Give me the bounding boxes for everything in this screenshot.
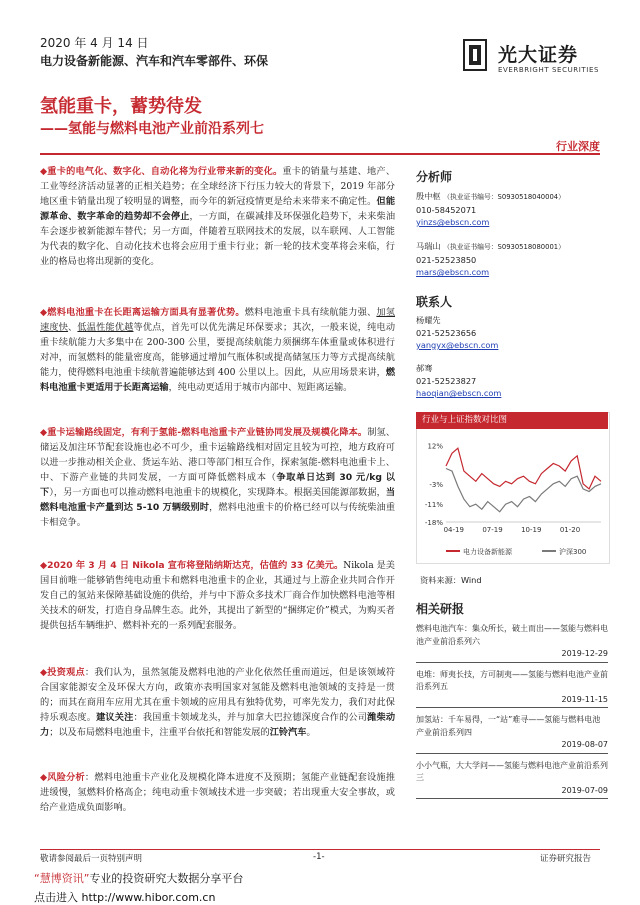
contact-name: 杨耀先 — [416, 315, 441, 325]
related-title: 燃料电池汽车：集众所长，破土而出——氢能与燃料电池产业前沿系列六 — [416, 624, 608, 646]
paragraph-fixed-routes — [40, 425, 395, 530]
chart-header: 行业与上证指数对比图 — [416, 412, 608, 429]
para-text: ，燃料电池重卡的价格已经可以与传统柴油重卡相竞争。 — [40, 502, 396, 528]
x-tick-label: 04-19 — [443, 526, 464, 534]
paragraph-investment-view — [40, 665, 395, 740]
para-text: ，纯电动更适用于城市内部中、短距离运输。 — [168, 382, 353, 393]
y-tick-label: -11% — [424, 501, 443, 510]
analyst-cert: （执业证书编号：S0930518080001） — [443, 243, 565, 251]
x-tick-label: 07-19 — [482, 526, 503, 534]
para-lead: 2020 年 3 月 4 日 Nikola 宣布将登陆纳斯达克，估值约 33 亿美元。 — [47, 560, 344, 571]
para-text: ；以及布局燃料电池重卡，注重平台依托和智能发展的 — [49, 727, 270, 738]
watermark-slogan: 专业的投资研究大数据分享平台 — [89, 872, 244, 885]
legend-label: 电力设备新能源 — [463, 548, 512, 556]
related-title: 加氢站：千车易得，一“站”难寻——氢能与燃料电池产业前沿系列四 — [416, 715, 601, 737]
bullet-icon: ◆ — [40, 427, 48, 438]
para-emphasis: 建议关注 — [96, 712, 134, 723]
report-title: 氢能重卡，蓄势待发 — [40, 96, 202, 117]
para-text: 燃料电池重卡具有续航能力强 — [244, 307, 368, 318]
analyst-email-link[interactable]: yinzs@ebscn.com — [416, 217, 490, 227]
comparison-chart — [416, 430, 608, 570]
legend-label: 沪深300 — [559, 548, 587, 556]
bullet-icon: ◆ — [40, 166, 48, 177]
para-emphasis: 但能源革命、数字革命的趋势却不会停止 — [40, 196, 396, 222]
para-text: 等优点，首先可以优先满足环保要求；其次，一般来说，纯电动重卡续航能力大多集中在 200-300 公里，要提高续航能力须捆绑车体重量或体积进行对冲，而氢燃料的能量密度高，能够通过增加气瓶体积或提高储氢压力等方式提高续航能力，使得燃料电池重卡续航普遍能够达到 400 公里以上。因此，从应用场景来讲， — [40, 322, 396, 378]
para-lead: 重卡运输路线固定，有利于氢能-燃料电池重卡产业链协同发展及规模化降本。 — [47, 427, 368, 438]
paragraph-risk — [40, 770, 395, 815]
x-tick-label: 10-19 — [521, 526, 542, 534]
report-type-badge: 行业深度 — [556, 140, 600, 153]
related-item[interactable] — [416, 669, 608, 709]
analyst-phone: 021-52523850 — [416, 254, 477, 265]
contact-2 — [416, 362, 501, 400]
series-line — [446, 448, 601, 489]
para-emphasis: 江铃汽车 — [269, 727, 307, 738]
related-date: 2019-11-15 — [416, 694, 608, 709]
related-title: 小小气瓶，大大学问——氢能与燃料电池产业前沿系列三 — [416, 760, 608, 782]
report-date: 2020 年 4 月 14 日 — [40, 36, 149, 50]
analyst-heading: 分析师 — [416, 170, 453, 184]
header-rule — [40, 153, 600, 155]
para-text: 。 — [306, 727, 316, 738]
watermark-line — [34, 870, 243, 886]
para-text: ：燃料电池重卡产业化及规模化降本进度不及预期；氢能产业链配套设施推进缓慢，氢燃料价格高企；纯电动重卡领域技术进一步突破；若出现重大安全事故，或给产业造成负面影响。 — [40, 772, 396, 813]
para-text: ：我国重卡领域龙头，并与加拿大巴拉德深度合作的公司 — [133, 712, 368, 723]
para-text: ），另一方面也可以推动燃料电池重卡的规模化，实现降本。根据美国能源部数据， — [49, 487, 386, 498]
contact-phone: 021-52523656 — [416, 327, 477, 338]
related-item[interactable] — [416, 623, 608, 663]
bullet-icon: ◆ — [40, 667, 48, 678]
para-emphasis: 当燃料电池重卡产量到达 5-10 万辆级别时 — [40, 487, 396, 513]
related-date: 2019-07-09 — [416, 785, 608, 800]
page-number: -1- — [313, 852, 325, 862]
footer-disclaimer: 敬请参阅最后一页特别声明 — [40, 854, 143, 864]
paragraph-nikola — [40, 558, 395, 633]
y-tick-label: 12% — [427, 442, 443, 451]
analyst-cert: （执业证书编号：S0930518040004） — [443, 193, 565, 201]
para-lead: 投资观点 — [47, 667, 85, 678]
analyst-name: 殷中枢 — [416, 191, 441, 201]
related-research — [416, 600, 608, 805]
industry-list: 电力设备新能源、汽车和汽车零部件、环保 — [40, 54, 269, 68]
related-date: 2019-12-29 — [416, 648, 608, 663]
para-separator: 、 — [367, 307, 377, 318]
chart-source: 资料来源：Wind — [420, 575, 482, 585]
contact-heading: 联系人 — [416, 295, 453, 309]
bullet-icon: ◆ — [40, 560, 48, 571]
watermark-brand: “慧博资讯” — [34, 872, 90, 885]
x-tick-label: 01-20 — [559, 526, 581, 534]
para-lead: 燃料电池重卡在长距离运输方面具有显著优势。 — [47, 307, 245, 318]
para-underline: 加氢速度快 — [40, 307, 396, 333]
y-tick-label: -18% — [424, 519, 443, 527]
logo-name: 光大证券 — [498, 44, 579, 66]
para-text: 重卡的销量与基建、地产、工业等经济活动显著的正相关趋势；在全球经济下行压力较大的背景下，2019 年部分地区重卡销量出现了较明显的调整，而今年的新冠疫情更是给未来带来不确定性。 — [40, 166, 396, 207]
analyst-phone: 010-58452071 — [416, 204, 477, 215]
related-item[interactable] — [416, 714, 608, 754]
para-text: ，一方面，在碳减排及环保强化趋势下，未来柴油车会逐步被新能源车替代；另一方面，伴随着互联网技术的发展，以车联网、人工智能为代表的数字化、自动化技术也将会应用于重卡行业；新一轮的技术变革将会来临，行业的格局也将出现新的变化。 — [40, 211, 396, 267]
para-text: 制氢、储运及加注环节配套设施也必不可少，重卡运输路线相对固定且较为可控，地方政府可以进一步推动相关企业、货运车站、港口等部门相互合作，探索氢能-燃料电池重卡上、中、下游产业链的共同发展，一方面可降低燃料成本（ — [40, 427, 396, 483]
report-subtitle: ——氢能与燃料电池产业前沿系列七 — [40, 121, 264, 137]
related-title: 电堆：师夷长技，方可制夷——氢能与燃料电池产业前沿系列五 — [416, 669, 608, 691]
watermark-link[interactable]: 点击进入 http://www.hibor.com.cn — [34, 891, 216, 904]
para-emphasis: 争取单日达到 30 元/kg 以下 — [40, 472, 395, 498]
paragraph-electrification — [40, 164, 395, 269]
contact-email-link[interactable]: yangyx@ebscn.com — [416, 340, 499, 350]
para-lead: 风险分析 — [47, 772, 85, 783]
contact-1 — [416, 314, 498, 352]
logo-english: EVERBRIGHT SECURITIES — [498, 66, 600, 74]
para-lead: 重卡的电气化、数字化、自动化将为行业带来新的变化。 — [47, 166, 283, 177]
analyst-2 — [416, 240, 565, 279]
bullet-icon: ◆ — [40, 307, 48, 318]
paragraph-long-haul — [40, 305, 395, 395]
para-emphasis: 燃料电池重卡更适用于长距离运输 — [40, 367, 395, 393]
analyst-1 — [416, 190, 565, 229]
contact-email-link[interactable]: haoqian@ebscn.com — [416, 388, 502, 398]
footer-report-type: 证券研究报告 — [540, 854, 592, 864]
related-heading: 相关研报 — [416, 602, 465, 616]
related-item[interactable] — [416, 760, 608, 800]
para-text: Nikola 是美国目前唯一能够销售纯电动重卡和燃料电池重卡的企业，其通过与上游企业共同合作开发自己的氢站来保障基础设施的供给，并与中下游众多技术厂商合作加快燃料电池等相关技术的研发，打造自身品牌生态。此外，其提出了新型的“捆绑定价”模式，为购买者提供包括车辆维护、燃料补充的一系列配套服务。 — [40, 560, 395, 631]
analyst-email-link[interactable]: mars@ebscn.com — [416, 267, 490, 277]
para-emphasis: 潍柴动力 — [40, 712, 396, 738]
para-underline: 低温性能优越 — [77, 322, 134, 333]
contact-phone: 021-52523827 — [416, 375, 477, 386]
related-date: 2019-08-07 — [416, 739, 608, 754]
para-separator: 、 — [68, 322, 78, 333]
footer-rule — [40, 849, 600, 850]
contact-name: 郝骞 — [416, 363, 433, 373]
bullet-icon: ◆ — [40, 772, 48, 783]
para-text: ：我们认为，虽然氢能及燃料电池的产业化依然任重而道远，但是该领域符合国家能源安全及环保大方向，政策亦表明国家对氢能及燃料电池领域的支持是一贯的；而其在商用车应用尤其在重卡领域的应用具有独特优势，可率先发力，我们对此保持乐观态度。 — [40, 667, 396, 723]
analyst-name: 马瑞山 — [416, 241, 441, 251]
y-tick-label: -3% — [429, 480, 443, 489]
